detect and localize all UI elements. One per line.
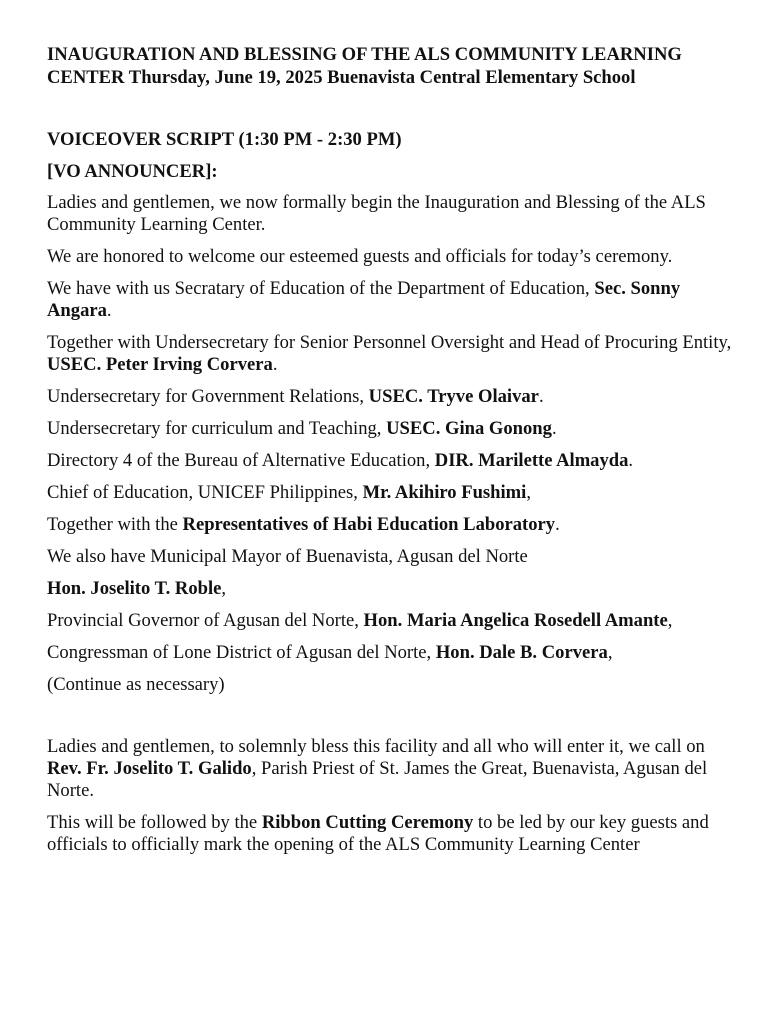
- usec-curriculum-name: USEC. Gina Gonong: [386, 418, 552, 439]
- ribbon-intro: This will be followed by the: [47, 812, 262, 833]
- script-heading: VOICEOVER SCRIPT (1:30 PM - 2:30 PM): [47, 129, 402, 150]
- unicef-name: Mr. Akihiro Fushimi: [362, 482, 527, 503]
- congressman-name: Hon. Dale B. Corvera: [435, 642, 608, 663]
- paragraph-opening: Ladies and gentlemen, we now formally begin the Inauguration and Blessing of the ALS Community Learning Center.: [47, 192, 706, 235]
- blessing-intro: Ladies and gentlemen, to solemnly bless this facility and all who will enter it, we call on: [47, 736, 705, 757]
- director-punct: .: [628, 450, 634, 471]
- habi-name: Representatives of Habi Education Laboratory: [182, 514, 556, 535]
- ribbon-ceremony-name: Ribbon Cutting Ceremony: [261, 812, 474, 833]
- ribbon-rest: to be led by our key guests and officials to officially mark the opening of the ALS Community Learning Center: [47, 812, 709, 855]
- paragraph-mayor: [47, 578, 737, 600]
- secretary-punct: .: [106, 300, 112, 321]
- congressman-intro: Congressman of Lone District of Agusan del Norte,: [47, 642, 436, 663]
- unicef-punct: ,: [526, 482, 531, 503]
- paragraph-blessing: [47, 736, 737, 802]
- paragraph-welcome: We are honored to welcome our esteemed guests and officials for today’s ceremony.: [47, 246, 673, 267]
- governor-name: Hon. Maria Angelica Rosedell Amante: [363, 610, 668, 631]
- paragraph-habi: [47, 514, 737, 536]
- paragraph-continue-note: (Continue as necessary): [47, 674, 225, 695]
- section-spacer: [47, 706, 737, 736]
- title-spacer: [47, 89, 737, 129]
- secretary-intro: We have with us Secratary of Education of the Department of Education,: [47, 278, 595, 299]
- paragraph-secretary: [47, 278, 737, 322]
- governor-punct: ,: [667, 610, 673, 631]
- priest-name: Rev. Fr. Joselito T. Galido: [47, 758, 252, 779]
- paragraph-unicef: [47, 482, 737, 504]
- blessing-rest: , Parish Priest of St. James the Great, Buenavista, Agusan del Norte.: [47, 758, 708, 801]
- director-name: DIR. Marilette Almayda: [434, 450, 629, 471]
- usec-oversight-name: USEC. Peter Irving Corvera: [47, 354, 273, 375]
- habi-punct: .: [555, 514, 560, 535]
- paragraph-usec-relations: [47, 386, 737, 408]
- document-title: INAUGURATION AND BLESSING OF THE ALS COMMUNITY LEARNING CENTER Thursday, June 19, 2025 Buenavista Central Elementary School: [47, 44, 682, 88]
- paragraph-director: [47, 450, 737, 472]
- paragraph-mayor-intro: We also have Municipal Mayor of Buenavista, Agusan del Norte: [47, 546, 528, 567]
- unicef-intro: Chief of Education, UNICEF Philippines,: [47, 482, 363, 503]
- congressman-punct: ,: [607, 642, 613, 663]
- secretary-name: Sec. Sonny Angara: [47, 278, 681, 321]
- governor-intro: Provincial Governor of Agusan del Norte,: [47, 610, 364, 631]
- usec-oversight-intro: Together with Undersecretary for Senior Personnel Oversight and Head of Procuring Entity,: [47, 332, 732, 353]
- usec-relations-punct: .: [538, 386, 544, 407]
- mayor-punct: ,: [221, 578, 227, 599]
- speaker-label: [VO ANNOUNCER]:: [47, 161, 218, 182]
- paragraph-ribbon: [47, 812, 737, 856]
- habi-intro: Together with the: [47, 514, 183, 535]
- usec-curriculum-punct: .: [551, 418, 557, 439]
- paragraph-congressman: [47, 642, 737, 664]
- document-page: [47, 44, 737, 866]
- paragraph-usec-oversight: [47, 332, 737, 376]
- director-intro: Directory 4 of the Bureau of Alternative Education,: [47, 450, 435, 471]
- usec-relations-name: USEC. Tryve Olaivar: [368, 386, 539, 407]
- usec-relations-intro: Undersecretary for Government Relations,: [47, 386, 369, 407]
- mayor-name: Hon. Joselito T. Roble: [47, 578, 222, 599]
- usec-oversight-punct: .: [272, 354, 278, 375]
- paragraph-usec-curriculum: [47, 418, 737, 440]
- paragraph-governor: [47, 610, 737, 632]
- usec-curriculum-intro: Undersecretary for curriculum and Teaching,: [47, 418, 387, 439]
